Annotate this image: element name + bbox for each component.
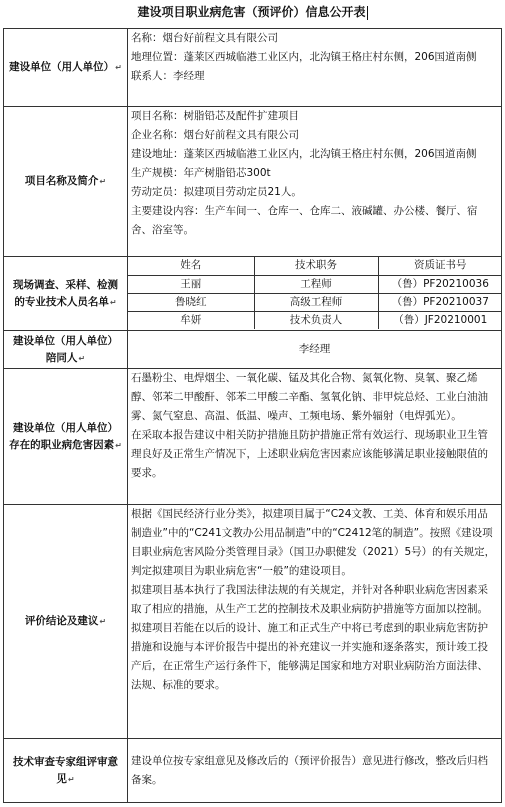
project-staffing-line: 劳动定员：拟建项目劳动定员21人。 bbox=[131, 186, 302, 198]
staff-header-name: 姓名 bbox=[128, 257, 254, 275]
staff-label bbox=[4, 257, 128, 331]
paragraph-mark: ↵ bbox=[109, 297, 117, 307]
conclusion-label bbox=[4, 505, 128, 739]
staff-content bbox=[128, 257, 502, 331]
project-content bbox=[128, 107, 502, 257]
review-value: 建设单位按专家组意见及修改后的（预评价报告）意见进行修改，整改后归档备案。 bbox=[131, 754, 488, 786]
document-title-text: 建设项目职业病危害（预评价）信息公开表 bbox=[137, 5, 366, 19]
paragraph-mark: ↵ bbox=[78, 353, 86, 363]
paragraph-mark: ↵ bbox=[99, 617, 107, 626]
staff-row-3 bbox=[128, 311, 502, 329]
conclusion-row bbox=[4, 505, 502, 739]
escort-value: 李经理 bbox=[298, 343, 331, 355]
staff-cert: （鲁）PF20210036 bbox=[378, 275, 502, 293]
staff-cert: （鲁）PF20210037 bbox=[378, 293, 502, 311]
unit-contact-line: 联系人：李经理 bbox=[131, 70, 205, 82]
staff-header-row bbox=[128, 257, 502, 275]
conclusion-label-text: 评价结论及建议 bbox=[24, 615, 99, 627]
document-title bbox=[0, 0, 505, 28]
review-label-text: 技术审查专家组评审意见 bbox=[13, 755, 118, 785]
staff-name: 牟妍 bbox=[128, 311, 254, 329]
paragraph-mark: ↵ bbox=[67, 774, 75, 784]
paragraph-mark: ↵ bbox=[115, 63, 122, 72]
conclusion-content bbox=[128, 505, 502, 739]
review-row bbox=[4, 739, 502, 803]
unit-name-line: 名称：烟台好前程文具有限公司 bbox=[131, 32, 278, 44]
unit-location-line: 地理位置：蓬莱区西城临港工业区内，北沟镇王格庄村东侧，206国道南侧 bbox=[131, 51, 477, 63]
staff-row bbox=[4, 257, 502, 331]
staff-header-title: 技术职务 bbox=[254, 257, 378, 275]
staff-title: 高级工程师 bbox=[254, 293, 378, 311]
staff-title: 技术负责人 bbox=[254, 311, 378, 329]
project-row bbox=[4, 107, 502, 257]
staff-row-2 bbox=[128, 293, 502, 311]
hazards-label-text: 建设单位（用人单位）存在的职业病危害因素 bbox=[9, 421, 118, 451]
project-name-line: 项目名称：树脂铅芯及配件扩建项目 bbox=[131, 110, 299, 122]
unit-label-text: 建设单位（用人单位） bbox=[9, 61, 115, 73]
unit-row bbox=[4, 29, 502, 107]
project-company-line: 企业名称：烟台好前程文具有限公司 bbox=[131, 129, 299, 141]
review-content bbox=[128, 739, 502, 803]
info-table bbox=[3, 28, 502, 803]
project-scale-line: 生产规模：年产树脂铅芯300t bbox=[131, 167, 271, 179]
paragraph-mark: ↵ bbox=[115, 440, 122, 450]
hazards-label bbox=[4, 369, 128, 505]
escort-content bbox=[128, 331, 502, 369]
staff-name: 鲁晓红 bbox=[128, 293, 254, 311]
project-label-text: 项目名称及简介 bbox=[24, 175, 99, 187]
conclusion-paragraph-1: 根据《国民经济行业分类》，拟建项目属于“C24文教、工美、体育和娱乐用品制造业”中的“C241文教办公用品制造”中的“C2412笔的制造”。按照《建设项目职业病危害风险分类管理目录》（国卫办职健发（2021）5号）的有关规定，判定拟建项目为职业病危害“一般”的建设项目。 bbox=[131, 508, 496, 577]
staff-label-text: 现场调查、采样、检测的专业技术人员名单 bbox=[13, 278, 118, 308]
staff-name: 王丽 bbox=[128, 275, 254, 293]
escort-label bbox=[4, 331, 128, 369]
hazards-content bbox=[128, 369, 502, 505]
staff-title: 工程师 bbox=[254, 275, 378, 293]
hazards-row bbox=[4, 369, 502, 505]
staff-table bbox=[128, 257, 502, 329]
unit-content bbox=[128, 29, 502, 107]
project-label bbox=[4, 107, 128, 257]
staff-header-cert: 资质证书号 bbox=[378, 257, 502, 275]
staff-cert: （鲁）JF20210001 bbox=[378, 311, 502, 329]
paragraph-mark: ↵ bbox=[99, 177, 107, 186]
conclusion-paragraph-2: 拟建项目基本执行了我国法律法规的有关规定，并针对各种职业病危害因素采取了相应的措施，从生产工艺的控制技术及职业病防护措施等方面加以控制。拟建项目若能在以后的设计、施工和正式生产中将已考虑到的职业病危害防护措施和设施与本评价报告中提出的补充建议一并实施和逐条落实，预计竣工投产后，在正常生产运行条件下，能够满足国家和地方对职业病防治方面法律、法规、标准的要求。 bbox=[131, 584, 488, 691]
review-label bbox=[4, 739, 128, 803]
escort-label-text: 建设单位（用人单位）陪同人 bbox=[13, 334, 118, 364]
hazards-note: 在采取本报告建议中相关防护措施且防护措施正常有效运行、现场职业卫生管理良好及正常生产情况下，上述职业病危害因素应该能够满足职业接触限值的要求。 bbox=[131, 429, 488, 479]
hazards-list: 石墨粉尘、电焊烟尘、一氧化碳、锰及其化合物、氮氧化物、臭氧、聚乙烯醇、邻苯二甲酸酐、邻苯二甲酸二辛酯、氢氧化钠、非甲烷总烃、工业白油油雾、氮气窒息、高温、低温、噪声、工频电场、紫外辐射（电焊弧光）。 bbox=[131, 372, 488, 422]
staff-row-1 bbox=[128, 275, 502, 293]
escort-row bbox=[4, 331, 502, 369]
project-address-line: 建设地址：蓬莱区西城临港工业区内，北沟镇王格庄村东侧，206国道南侧 bbox=[131, 148, 477, 160]
unit-label bbox=[4, 29, 128, 107]
project-contents-line: 主要建设内容：生产车间一、仓库一、仓库二、液碱罐、办公楼、餐厅、宿舍、浴室等。 bbox=[131, 205, 478, 236]
text-cursor bbox=[367, 6, 368, 20]
